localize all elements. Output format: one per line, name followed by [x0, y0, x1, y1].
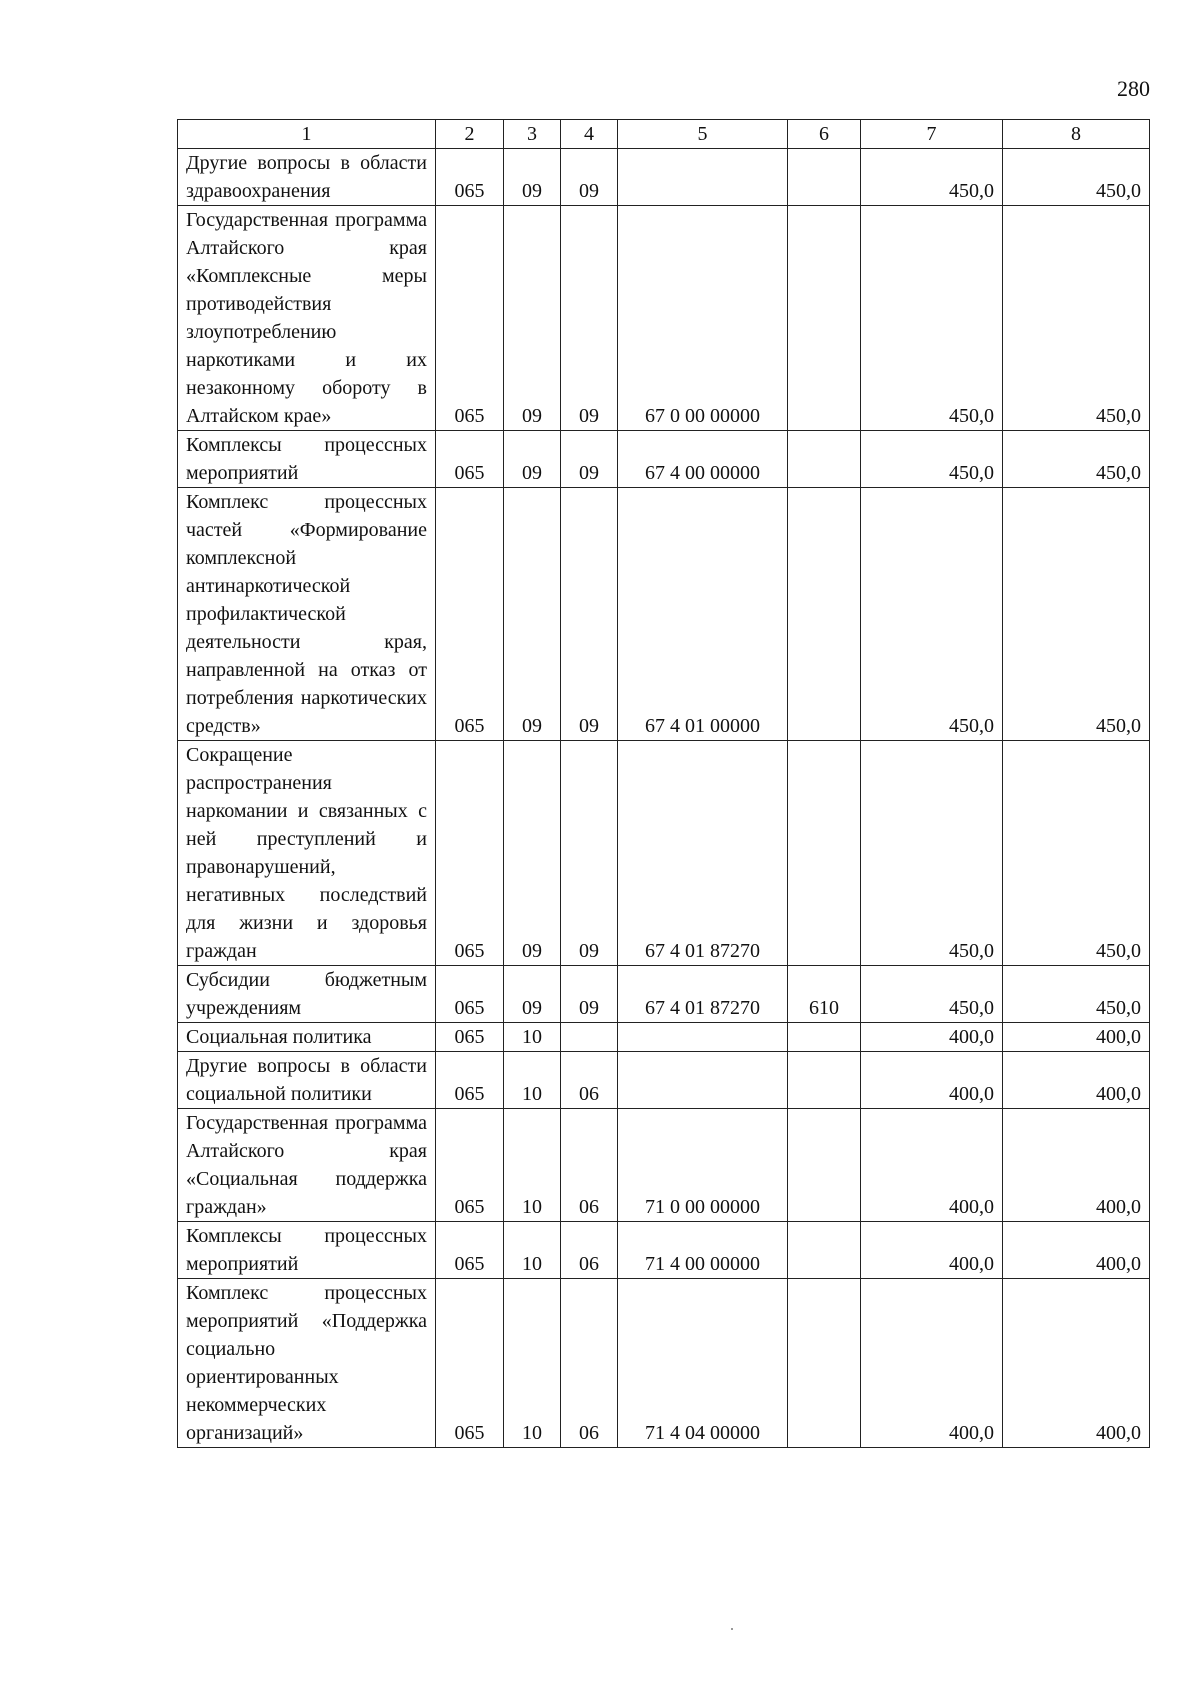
expense-type-cell: [788, 1052, 861, 1109]
column-header: 4: [561, 120, 618, 149]
section-cell: 09: [504, 488, 561, 741]
column-header: 5: [618, 120, 788, 149]
target-article-cell: 71 4 04 00000: [618, 1279, 788, 1448]
amount-cell-col7: 400,0: [861, 1109, 1003, 1222]
expense-type-cell: [788, 206, 861, 431]
amount-cell-col8: 450,0: [1003, 741, 1150, 966]
expense-type-cell: [788, 1279, 861, 1448]
expense-type-cell: [788, 741, 861, 966]
section-cell: 09: [504, 741, 561, 966]
target-article-cell: 67 0 00 00000: [618, 206, 788, 431]
table-row: [178, 431, 1150, 488]
section-cell: 10: [504, 1279, 561, 1448]
subsection-cell: 09: [561, 431, 618, 488]
scan-speck: [731, 1628, 733, 1630]
amount-cell-col7: 450,0: [861, 966, 1003, 1023]
amount-cell-col8: 450,0: [1003, 206, 1150, 431]
ministry-code-cell: 065: [436, 966, 504, 1023]
target-article-cell: 67 4 00 00000: [618, 431, 788, 488]
section-cell: 09: [504, 149, 561, 206]
section-cell: 10: [504, 1109, 561, 1222]
column-header: 2: [436, 120, 504, 149]
amount-cell-col7: 400,0: [861, 1052, 1003, 1109]
table-row: [178, 741, 1150, 966]
ministry-code-cell: 065: [436, 488, 504, 741]
page-number: 280: [1117, 76, 1150, 101]
amount-cell-col7: 450,0: [861, 741, 1003, 966]
amount-cell-col7: 450,0: [861, 149, 1003, 206]
row-name-cell: Субсидии бюджетным учреждениям: [178, 966, 436, 1023]
amount-cell-col8: 400,0: [1003, 1023, 1150, 1052]
ministry-code-cell: 065: [436, 1222, 504, 1279]
target-article-cell: 71 4 00 00000: [618, 1222, 788, 1279]
table-row: [178, 1052, 1150, 1109]
budget-table: [177, 119, 1150, 1448]
table-row: [178, 1279, 1150, 1448]
expense-type-cell: [788, 149, 861, 206]
target-article-cell: [618, 1023, 788, 1052]
row-name-cell: Государственная программа Алтайского края «Комплексные меры противодействия злоупотреблению наркотиками и их незаконному обороту в Алтайском крае»: [178, 206, 436, 431]
subsection-cell: 06: [561, 1222, 618, 1279]
amount-cell-col7: 400,0: [861, 1222, 1003, 1279]
amount-cell-col7: 450,0: [861, 488, 1003, 741]
ministry-code-cell: 065: [436, 1023, 504, 1052]
column-header: 6: [788, 120, 861, 149]
target-article-cell: [618, 149, 788, 206]
column-header: 7: [861, 120, 1003, 149]
amount-cell-col7: 400,0: [861, 1023, 1003, 1052]
amount-cell-col7: 450,0: [861, 431, 1003, 488]
section-cell: 10: [504, 1222, 561, 1279]
expense-type-cell: 610: [788, 966, 861, 1023]
column-header: 1: [178, 120, 436, 149]
target-article-cell: [618, 1052, 788, 1109]
target-article-cell: 67 4 01 87270: [618, 741, 788, 966]
column-header: 8: [1003, 120, 1150, 149]
ministry-code-cell: 065: [436, 1109, 504, 1222]
section-cell: 09: [504, 966, 561, 1023]
subsection-cell: 09: [561, 966, 618, 1023]
subsection-cell: 06: [561, 1279, 618, 1448]
subsection-cell: 09: [561, 206, 618, 431]
amount-cell-col7: 450,0: [861, 206, 1003, 431]
ministry-code-cell: 065: [436, 1279, 504, 1448]
row-name-cell: Комплекс процессных мероприятий «Поддержка социально ориентированных некоммерческих организаций»: [178, 1279, 436, 1448]
row-name-cell: Другие вопросы в области здравоохранения: [178, 149, 436, 206]
row-name-cell: Комплексы процессных мероприятий: [178, 431, 436, 488]
section-cell: 09: [504, 206, 561, 431]
section-cell: 10: [504, 1023, 561, 1052]
ministry-code-cell: 065: [436, 149, 504, 206]
table-row: [178, 1222, 1150, 1279]
subsection-cell: 06: [561, 1052, 618, 1109]
table-row: [178, 1023, 1150, 1052]
target-article-cell: 67 4 01 87270: [618, 966, 788, 1023]
expense-type-cell: [788, 1222, 861, 1279]
table-row: [178, 966, 1150, 1023]
subsection-cell: 06: [561, 1109, 618, 1222]
row-name-cell: Комплексы процессных мероприятий: [178, 1222, 436, 1279]
header-row: [178, 120, 1150, 149]
table-row: [178, 488, 1150, 741]
column-header: 3: [504, 120, 561, 149]
ministry-code-cell: 065: [436, 206, 504, 431]
table-row: [178, 1109, 1150, 1222]
subsection-cell: 09: [561, 488, 618, 741]
subsection-cell: 09: [561, 149, 618, 206]
section-cell: 09: [504, 431, 561, 488]
amount-cell-col8: 450,0: [1003, 149, 1150, 206]
amount-cell-col7: 400,0: [861, 1279, 1003, 1448]
expense-type-cell: [788, 1023, 861, 1052]
subsection-cell: 09: [561, 741, 618, 966]
ministry-code-cell: 065: [436, 741, 504, 966]
row-name-cell: Сокращение распространения наркомании и связанных с ней преступлений и правонарушений, негативных последствий для жизни и здоровья граждан: [178, 741, 436, 966]
section-cell: 10: [504, 1052, 561, 1109]
table-row: [178, 149, 1150, 206]
amount-cell-col8: 400,0: [1003, 1109, 1150, 1222]
amount-cell-col8: 400,0: [1003, 1279, 1150, 1448]
row-name-cell: Другие вопросы в области социальной политики: [178, 1052, 436, 1109]
ministry-code-cell: 065: [436, 1052, 504, 1109]
expense-type-cell: [788, 431, 861, 488]
amount-cell-col8: 450,0: [1003, 966, 1150, 1023]
target-article-cell: 67 4 01 00000: [618, 488, 788, 741]
table-row: [178, 206, 1150, 431]
amount-cell-col8: 400,0: [1003, 1222, 1150, 1279]
amount-cell-col8: 400,0: [1003, 1052, 1150, 1109]
amount-cell-col8: 450,0: [1003, 488, 1150, 741]
row-name-cell: Государственная программа Алтайского края «Социальная поддержка граждан»: [178, 1109, 436, 1222]
ministry-code-cell: 065: [436, 431, 504, 488]
amount-cell-col8: 450,0: [1003, 431, 1150, 488]
expense-type-cell: [788, 488, 861, 741]
target-article-cell: 71 0 00 00000: [618, 1109, 788, 1222]
row-name-cell: Социальная политика: [178, 1023, 436, 1052]
row-name-cell: Комплекс процессных частей «Формирование комплексной антинаркотической профилактической деятельности края, направленной на отказ от потребления наркотических средств»: [178, 488, 436, 741]
subsection-cell: [561, 1023, 618, 1052]
expense-type-cell: [788, 1109, 861, 1222]
